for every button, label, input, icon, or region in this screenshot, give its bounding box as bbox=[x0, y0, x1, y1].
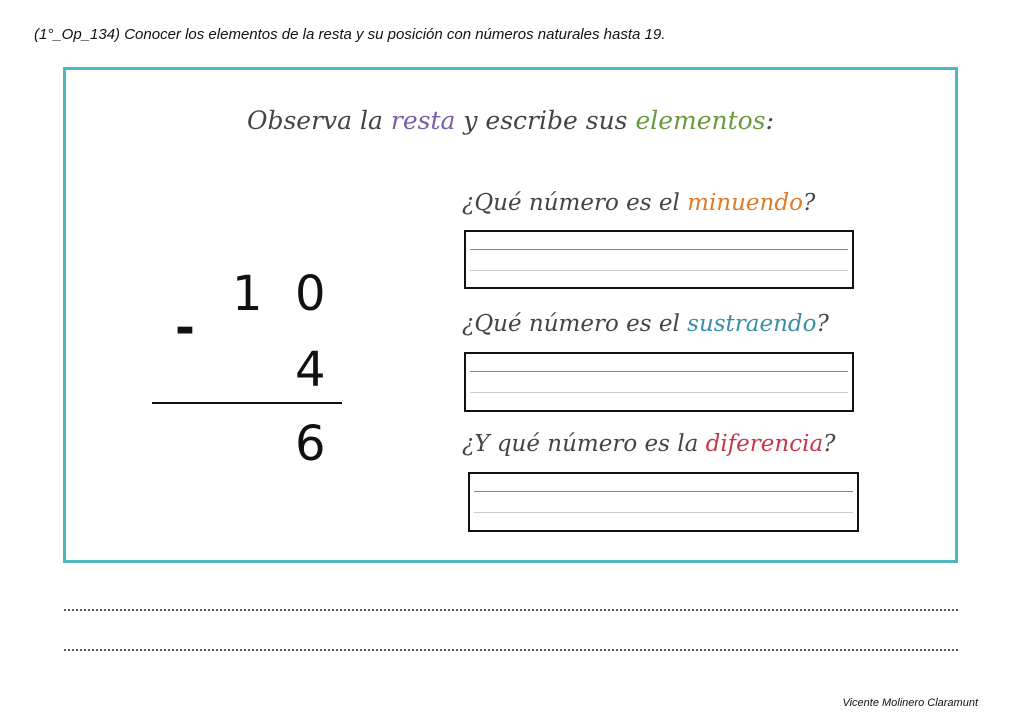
writing-line-2[interactable] bbox=[64, 649, 958, 651]
term-minuendo: minuendo bbox=[687, 190, 803, 216]
result-line bbox=[152, 402, 342, 404]
title-word-elementos: elementos bbox=[635, 106, 766, 135]
question-text: ? bbox=[802, 190, 816, 216]
title-word-resta: resta bbox=[390, 106, 456, 135]
writing-line-1[interactable] bbox=[64, 609, 958, 611]
question-diferencia bbox=[462, 431, 836, 457]
author-credit: Vicente Molinero Claramunt bbox=[842, 697, 978, 709]
title-text: Observa la bbox=[246, 106, 391, 135]
question-text: ? bbox=[823, 431, 836, 457]
worksheet-header: (1°_Op_134) Conocer los elementos de la resta y su posición con números naturales hasta 19. bbox=[34, 26, 666, 43]
exercise-title bbox=[63, 106, 958, 135]
question-text: ¿Y qué número es la bbox=[462, 431, 706, 457]
title-text: : bbox=[765, 106, 775, 135]
question-text: ¿Qué número es el bbox=[462, 311, 688, 337]
minus-sign: - bbox=[175, 300, 195, 356]
difference: 6 bbox=[295, 416, 326, 472]
question-minuendo bbox=[462, 190, 815, 216]
term-sustraendo: sustraendo bbox=[687, 311, 817, 337]
question-text: ? bbox=[816, 311, 829, 337]
answer-box-minuendo[interactable] bbox=[464, 230, 854, 289]
answer-box-diferencia[interactable] bbox=[468, 472, 859, 532]
minuend-tens: 1 bbox=[232, 266, 263, 322]
answer-box-sustraendo[interactable] bbox=[464, 352, 854, 412]
term-diferencia: diferencia bbox=[705, 431, 824, 457]
subtrahend: 4 bbox=[295, 342, 326, 398]
question-text: ¿Qué número es el bbox=[462, 190, 688, 216]
title-text: y escribe sus bbox=[455, 106, 636, 135]
minuend-units: 0 bbox=[295, 266, 326, 322]
question-sustraendo bbox=[462, 311, 829, 337]
